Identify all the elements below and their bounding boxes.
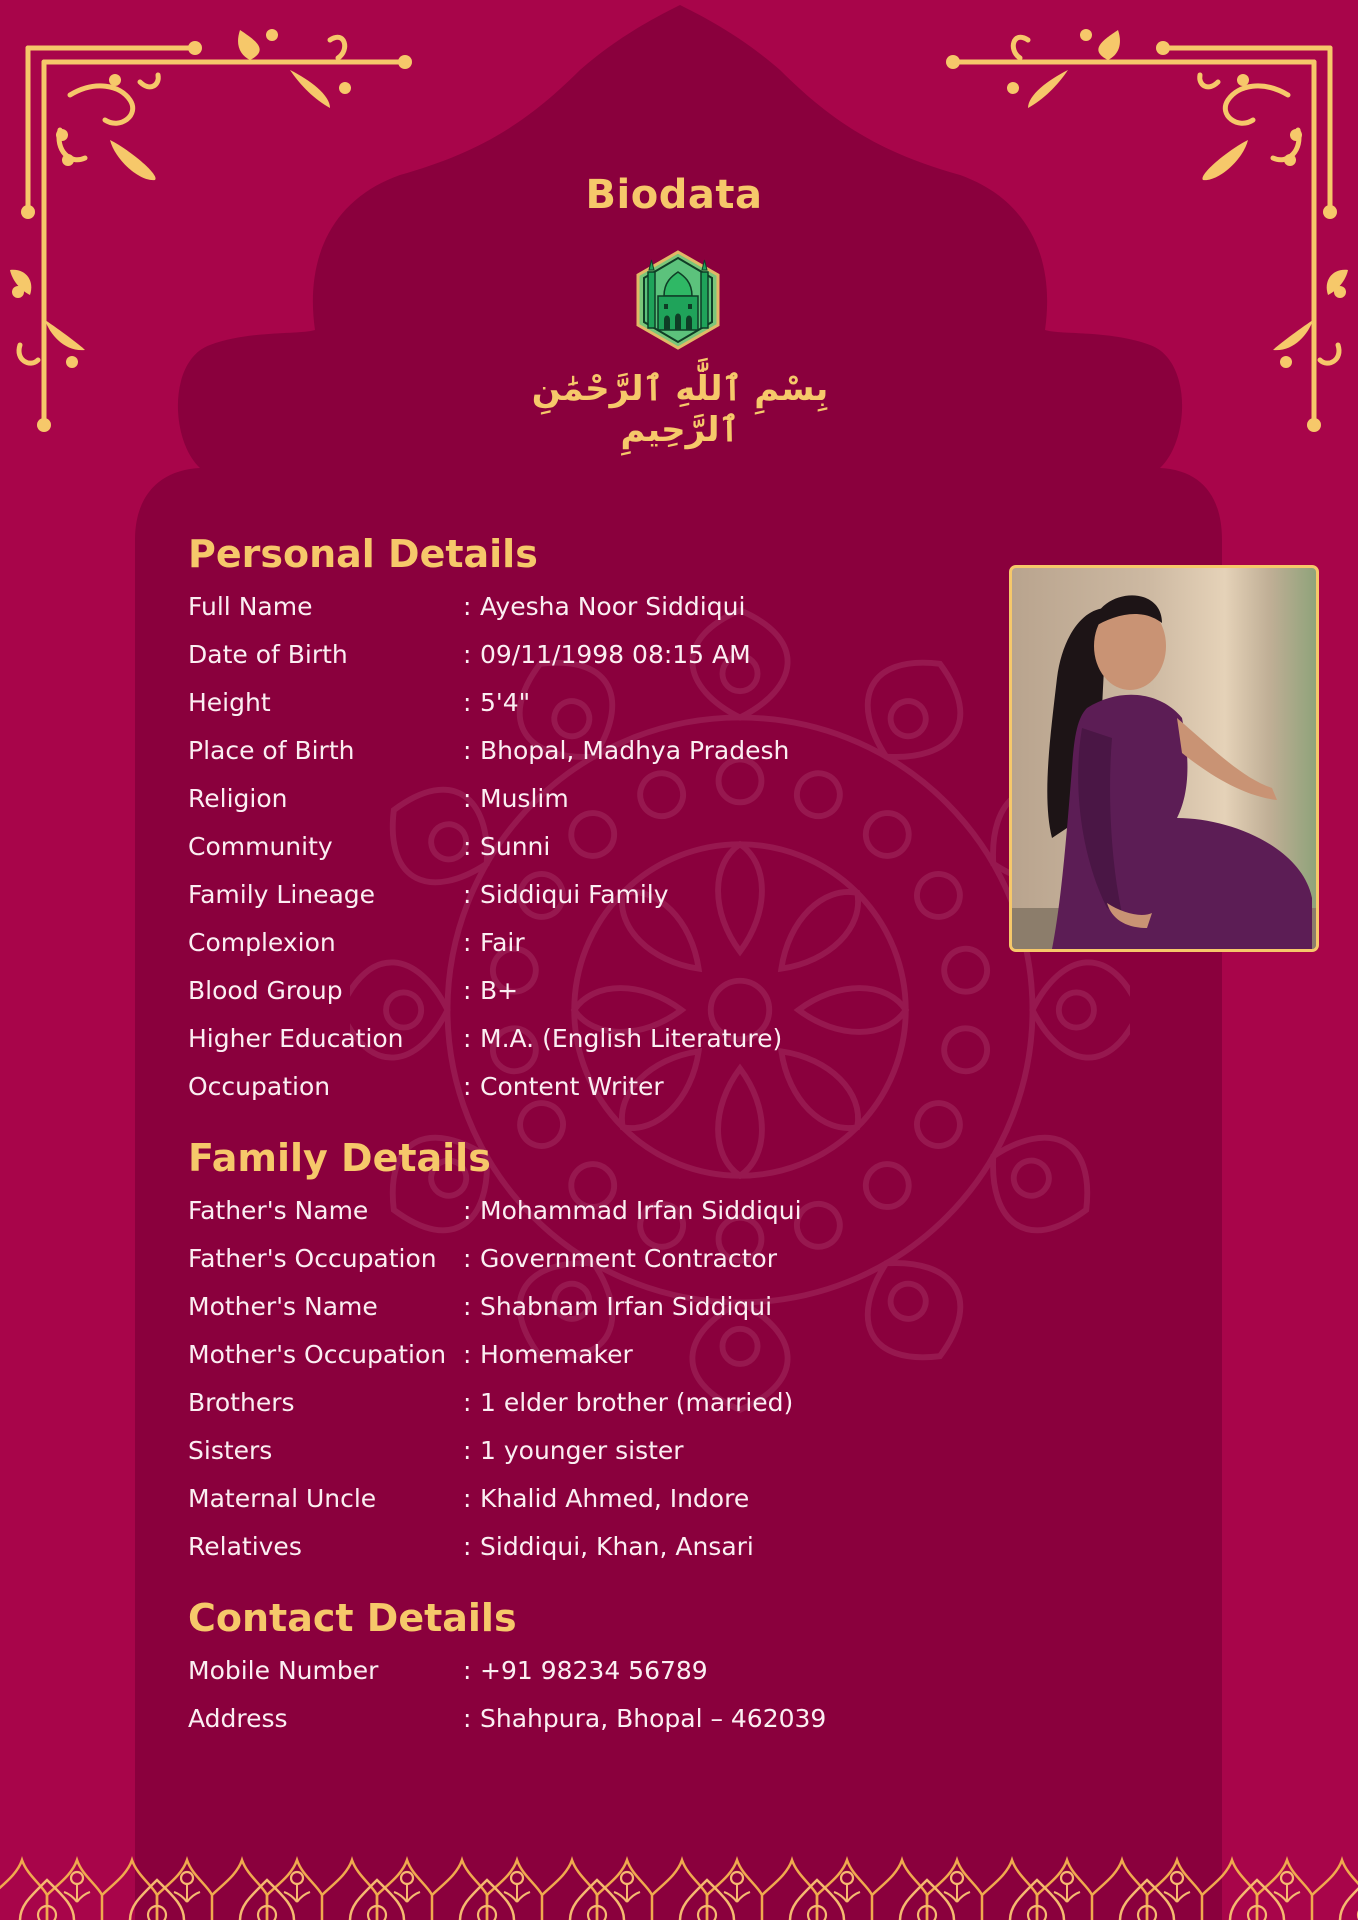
- section-title-personal: Personal Details: [188, 532, 538, 576]
- detail-row-height: [188, 679, 988, 727]
- detail-row-mothers-name: [188, 1283, 988, 1331]
- contact-details-section: [188, 1589, 988, 1743]
- detail-row-fathers-name: [188, 1187, 988, 1235]
- detail-label: Family Lineage: [188, 880, 376, 909]
- separator: :: [463, 1292, 472, 1321]
- detail-value: Shahpura, Bhopal – 462039: [480, 1704, 827, 1733]
- detail-row-address: [188, 1695, 988, 1743]
- detail-label: Father's Name: [188, 1196, 369, 1225]
- separator: :: [463, 1244, 472, 1273]
- detail-label: Mother's Occupation: [188, 1340, 447, 1369]
- detail-value: Khalid Ahmed, Indore: [480, 1484, 750, 1513]
- separator: :: [463, 1388, 472, 1417]
- corner-ornament-top-right: [938, 0, 1358, 440]
- detail-row-sisters: [188, 1427, 988, 1475]
- section-title-contact: Contact Details: [188, 1596, 517, 1640]
- detail-label: Address: [188, 1704, 288, 1733]
- detail-value: M.A. (English Literature): [480, 1024, 783, 1053]
- detail-label: Father's Occupation: [188, 1244, 437, 1273]
- detail-value: 09/11/1998 08:15 AM: [480, 640, 751, 669]
- detail-value: Content Writer: [480, 1072, 664, 1101]
- family-details-section: [188, 1129, 988, 1571]
- person-silhouette-icon: [1012, 568, 1316, 949]
- detail-label: Place of Birth: [188, 736, 355, 765]
- detail-value: Ayesha Noor Siddiqui: [480, 592, 746, 621]
- separator: :: [463, 1436, 472, 1465]
- separator: :: [463, 1704, 472, 1733]
- corner-ornament-top-left: [0, 0, 420, 440]
- separator: :: [463, 640, 472, 669]
- biodata-details: [188, 525, 988, 1761]
- bismillah-calligraphy: بِسْمِ ٱللَّٰهِ ٱلرَّحْمَٰنِ ٱلرَّحِيمِ: [531, 369, 829, 450]
- detail-row-family-lineage: [188, 871, 988, 919]
- detail-row-complexion: [188, 919, 988, 967]
- detail-value: 1 elder brother (married): [480, 1388, 794, 1417]
- detail-label: Relatives: [188, 1532, 302, 1561]
- detail-label: Maternal Uncle: [188, 1484, 377, 1513]
- detail-value: +91 98234 56789: [480, 1656, 708, 1685]
- separator: :: [463, 1340, 472, 1369]
- separator: :: [463, 688, 472, 717]
- detail-value: Siddiqui Family: [480, 880, 669, 909]
- separator: :: [463, 1656, 472, 1685]
- detail-label: Community: [188, 832, 333, 861]
- detail-value: Bhopal, Madhya Pradesh: [480, 736, 790, 765]
- detail-row-mothers-occupation: [188, 1331, 988, 1379]
- detail-value: Government Contractor: [480, 1244, 777, 1273]
- detail-row-place-of-birth: [188, 727, 988, 775]
- separator: :: [463, 976, 472, 1005]
- separator: :: [463, 784, 472, 813]
- separator: :: [463, 592, 472, 621]
- detail-label: Full Name: [188, 592, 313, 621]
- separator: :: [463, 928, 472, 957]
- separator: :: [463, 832, 472, 861]
- detail-label: Blood Group: [188, 976, 343, 1005]
- separator: :: [463, 1484, 472, 1513]
- detail-value: Fair: [480, 928, 525, 957]
- detail-row-community: [188, 823, 988, 871]
- detail-value: Mohammad Irfan Siddiqui: [480, 1196, 802, 1225]
- detail-value: 5'4": [480, 688, 531, 717]
- detail-value: 1 younger sister: [480, 1436, 684, 1465]
- detail-row-fathers-occupation: [188, 1235, 988, 1283]
- detail-value: Sunni: [480, 832, 551, 861]
- separator: :: [463, 880, 472, 909]
- detail-value: Homemaker: [480, 1340, 633, 1369]
- personal-details-section: [188, 525, 988, 1111]
- detail-row-relatives: [188, 1523, 988, 1571]
- detail-row-blood-group: [188, 967, 988, 1015]
- detail-row-higher-education: [188, 1015, 988, 1063]
- detail-row-religion: [188, 775, 988, 823]
- separator: :: [463, 1532, 472, 1561]
- detail-row-brothers: [188, 1379, 988, 1427]
- detail-label: Occupation: [188, 1072, 331, 1101]
- profile-photo: [1009, 565, 1319, 952]
- detail-value: Siddiqui, Khan, Ansari: [480, 1532, 754, 1561]
- detail-label: Mobile Number: [188, 1656, 379, 1685]
- separator: :: [463, 1024, 472, 1053]
- detail-label: Higher Education: [188, 1024, 404, 1053]
- detail-row-occupation: [188, 1063, 988, 1111]
- detail-label: Brothers: [188, 1388, 295, 1417]
- detail-label: Height: [188, 688, 271, 717]
- mosque-icon: [634, 250, 722, 350]
- detail-row-date-of-birth: [188, 631, 988, 679]
- page-title: Biodata: [585, 172, 763, 218]
- detail-value: Shabnam Irfan Siddiqui: [480, 1292, 773, 1321]
- detail-label: Sisters: [188, 1436, 273, 1465]
- detail-value: B+: [480, 976, 519, 1005]
- detail-value: Muslim: [480, 784, 569, 813]
- separator: :: [463, 1196, 472, 1225]
- detail-label: Complexion: [188, 928, 336, 957]
- decorative-bottom-border: [0, 1850, 1358, 1920]
- section-title-family: Family Details: [188, 1136, 491, 1180]
- detail-label: Date of Birth: [188, 640, 348, 669]
- detail-row-maternal-uncle: [188, 1475, 988, 1523]
- separator: :: [463, 1072, 472, 1101]
- detail-label: Mother's Name: [188, 1292, 378, 1321]
- separator: :: [463, 736, 472, 765]
- detail-row-mobile-number: [188, 1647, 988, 1695]
- detail-row-full-name: [188, 583, 988, 631]
- detail-label: Religion: [188, 784, 288, 813]
